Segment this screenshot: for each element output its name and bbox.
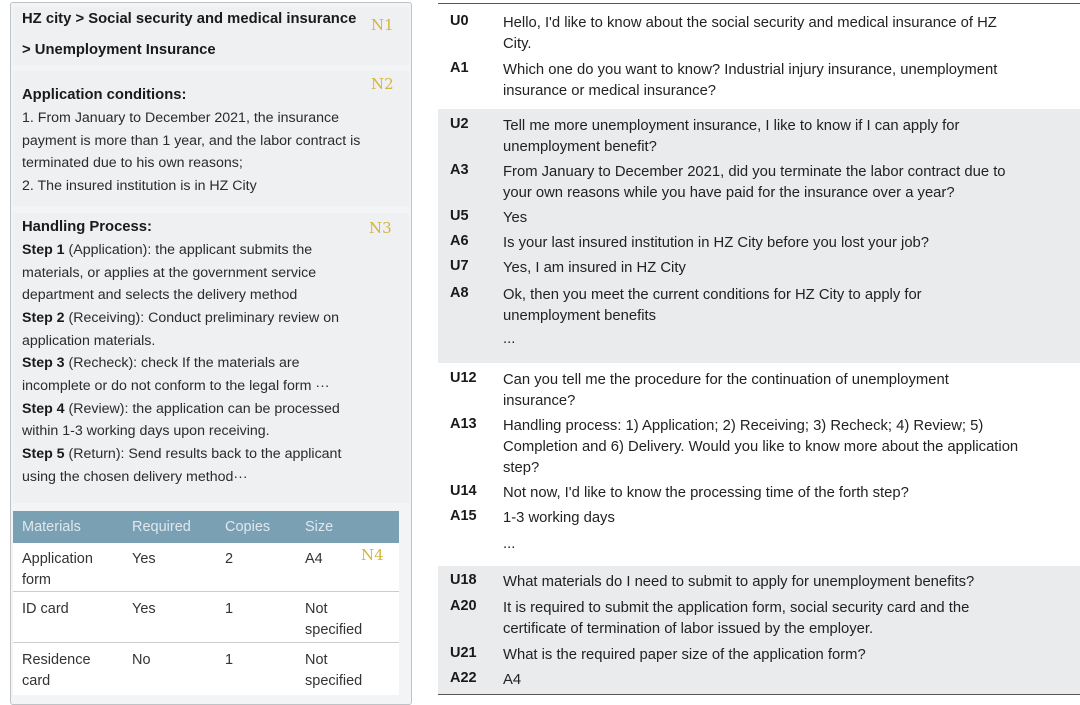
node-n1 <box>13 7 409 65</box>
cell-required: Yes <box>132 551 156 567</box>
step-text: (Return): Send results back to the applicant <box>64 446 342 462</box>
node-tag-n2: N2 <box>371 75 394 93</box>
turn-text: It is required to submit the application form, social security card and the certificate of termination of labor issued by the employer. <box>503 600 970 637</box>
node-n2 <box>13 71 409 206</box>
step-5 <box>22 446 341 462</box>
turn-text: What materials do I need to submit to apply for unemployment benefits? <box>503 574 975 590</box>
condition-line: terminated due to his own reasons; <box>22 155 243 171</box>
turn-id: A8 <box>450 285 469 301</box>
cell-size: Not specified <box>305 652 363 689</box>
turn-text: Not now, I'd like to know the processing time of the forth step? <box>503 485 909 501</box>
turn-text: 1-3 working days <box>503 510 615 526</box>
table-row <box>13 592 399 643</box>
knowledge-panel <box>10 2 412 705</box>
node-tag-n1: N1 <box>371 16 394 34</box>
node-tag-n4: N4 <box>361 546 384 564</box>
turn-text: A4 <box>503 672 522 688</box>
header-required: Required <box>132 519 191 535</box>
dialogue-panel <box>438 0 1080 705</box>
step-label: Step 4 <box>22 401 65 417</box>
cell-material: Residence card <box>22 652 91 689</box>
turn-id: A15 <box>450 508 477 524</box>
header-size: Size <box>305 519 334 535</box>
turn-text: What is the required paper size of the application form? <box>503 647 866 663</box>
process-heading: Handling Process: <box>22 219 152 235</box>
step-text: application materials. <box>22 333 156 349</box>
step-label: Step 1 <box>22 242 65 258</box>
cell-size: A4 <box>305 551 323 567</box>
turn-id: U14 <box>450 483 477 499</box>
turn-id: A1 <box>450 60 469 76</box>
turn-id: U7 <box>450 258 469 274</box>
condition-line: payment is more than 1 year, and the labor contract is <box>22 133 361 149</box>
turn-text: Handling process: 1) Application; 2) Receiving; 3) Recheck; 4) Review; 5) Completion and 6) Delivery. Would you like to know more about the application step? <box>503 418 1019 476</box>
materials-table-header <box>13 511 399 543</box>
ellipsis-text: ... <box>503 331 516 347</box>
turn-id: U21 <box>450 645 477 661</box>
step-text: (Application): the applicant submits the <box>64 242 313 258</box>
step-label: Step 5 <box>22 446 65 462</box>
cell-material: ID card <box>22 601 69 617</box>
turn-text: Ok, then you meet the current conditions for HZ City to apply for unemployment benefits <box>503 287 922 324</box>
header-materials: Materials <box>22 519 81 535</box>
turn-text: Tell me more unemployment insurance, I like to know if I can apply for unemployment benefit? <box>503 118 960 155</box>
cell-copies: 2 <box>225 551 234 567</box>
step-1 <box>22 242 312 258</box>
turn-id: U2 <box>450 116 469 132</box>
cell-required: No <box>132 652 151 668</box>
cell-copies: 1 <box>225 652 234 668</box>
breadcrumb-line-2: > Unemployment Insurance <box>22 42 216 58</box>
node-tag-n3: N3 <box>369 219 392 237</box>
turn-text: Hello, I'd like to know about the social security and medical insurance of HZ City. <box>503 15 997 52</box>
step-2 <box>22 310 339 326</box>
step-text: using the chosen delivery method··· <box>22 469 248 485</box>
cell-copies: 1 <box>225 601 234 617</box>
cell-required: Yes <box>132 601 156 617</box>
step-3 <box>22 355 300 371</box>
turn-text: Can you tell me the procedure for the continuation of unemployment insurance? <box>503 372 949 409</box>
turn-id: U12 <box>450 370 477 386</box>
step-text: incomplete or do not conform to the legal form ··· <box>22 378 330 394</box>
bottom-rule <box>438 694 1080 695</box>
table-row <box>13 643 399 695</box>
top-rule <box>438 3 1080 4</box>
turn-text: Yes <box>503 210 528 226</box>
turn-text: Yes, I am insured in HZ City <box>503 260 686 276</box>
breadcrumb-line-1: HZ city > Social security and medical insurance <box>22 11 357 27</box>
turn-id: U5 <box>450 208 469 224</box>
node-n3 <box>13 213 409 503</box>
step-text: materials, or applies at the government service <box>22 265 317 281</box>
step-label: Step 2 <box>22 310 65 326</box>
step-text: (Review): the application can be processed <box>64 401 340 417</box>
step-text: (Receiving): Conduct preliminary review on <box>64 310 339 326</box>
header-copies: Copies <box>225 519 271 535</box>
turn-text: Which one do you want to know? Industrial injury insurance, unemployment insurance or medical insurance? <box>503 62 998 99</box>
cell-material: Application form <box>22 551 93 588</box>
condition-line: 1. From January to December 2021, the insurance <box>22 110 340 126</box>
turn-id: A3 <box>450 162 469 178</box>
turn-id: A22 <box>450 670 477 686</box>
turn-text: Is your last insured institution in HZ City before you lost your job? <box>503 235 930 251</box>
condition-line: 2. The insured institution is in HZ City <box>22 178 257 194</box>
step-label: Step 3 <box>22 355 65 371</box>
step-text: within 1-3 working days upon receiving. <box>22 423 270 439</box>
turn-id: U18 <box>450 572 477 588</box>
table-row <box>13 543 399 592</box>
step-text: (Recheck): check If the materials are <box>64 355 300 371</box>
step-text: department and selects the delivery method <box>22 287 298 303</box>
conditions-heading: Application conditions: <box>22 87 187 103</box>
step-4 <box>22 401 340 417</box>
ellipsis-text: ... <box>503 536 516 552</box>
turn-id: A13 <box>450 416 477 432</box>
turn-id: U0 <box>450 13 469 29</box>
turn-id: A6 <box>450 233 469 249</box>
turn-id: A20 <box>450 598 477 614</box>
turn-text: From January to December 2021, did you terminate the labor contract due to your own reasons while you have paid for the insurance over a year? <box>503 164 1006 201</box>
cell-size: Not specified <box>305 601 363 638</box>
